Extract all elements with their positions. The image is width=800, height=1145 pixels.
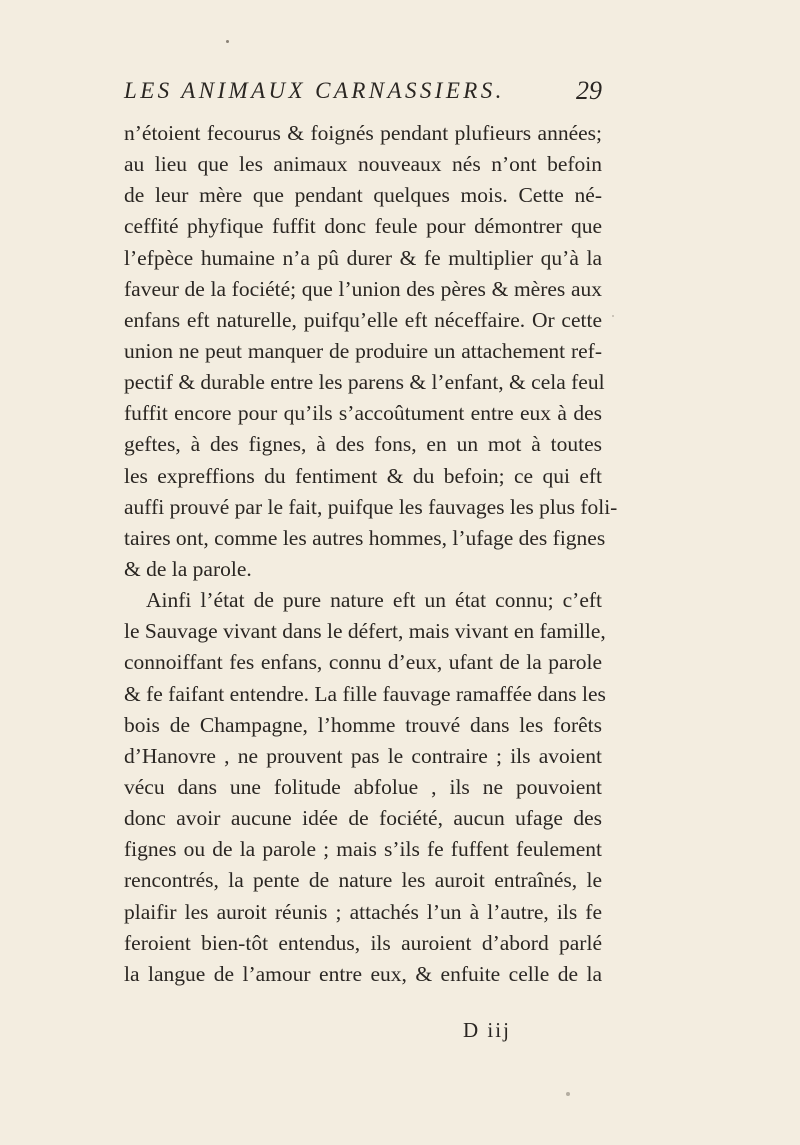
- text-line: taires ont, comme les autres hommes, l’ufage des fignes: [124, 525, 606, 550]
- text-line: les expreffions du fentiment & du befoin; ce qui eft: [124, 463, 602, 488]
- text-line: & de la parole.: [124, 556, 252, 581]
- text-line: fuffit encore pour qu’ils s’accoûtument entre eux à des: [124, 401, 602, 426]
- text-line: au lieu que les animaux nouveaux nés n’ont befoin: [124, 152, 602, 177]
- text-line: le Sauvage vivant dans le défert, mais vivant en famille,: [124, 619, 606, 644]
- text-line: faveur de la fociété; que l’union des pères & mères aux: [124, 276, 602, 301]
- text-line: & fe faifant entendre. La fille fauvage ramaffée dans les: [124, 681, 606, 706]
- text-line: enfans eft naturelle, puifqu’elle eft néceffaire. Or cette: [124, 307, 602, 332]
- text-line: pectif & durable entre les parens & l’enfant, & cela feul: [124, 370, 605, 395]
- signature-mark: D iij: [463, 1018, 511, 1042]
- text-line: la langue de l’amour entre eux, & enfuite celle de la: [124, 961, 602, 986]
- text-line: connoiffant fes enfans, connu d’eux, ufant de la parole: [124, 650, 602, 675]
- text-line: union ne peut manquer de produire un attachement ref-: [124, 338, 602, 363]
- text-line: l’efpèce humaine n’a pû durer & fe multiplier qu’à la: [124, 245, 602, 270]
- text-line: ceffité phyfique fuffit donc feule pour démontrer que: [124, 214, 602, 239]
- text-line: auffi prouvé par le fait, puifque les fauvages les plus foli-: [124, 494, 618, 519]
- body-text: [124, 118, 618, 990]
- page-number: 29: [576, 76, 602, 105]
- text-line: d’Hanovre , ne prouvent pas le contraire ; ils avoient: [124, 743, 602, 768]
- paper-speck: [226, 40, 229, 43]
- text-line: de leur mère que pendant quelques mois. Cette né-: [124, 183, 602, 208]
- text-line: vécu dans une folitude abfolue , ils ne pouvoient: [124, 774, 602, 799]
- running-title: LES ANIMAUX CARNASSIERS.: [124, 78, 505, 103]
- text-line: fignes ou de la parole ; mais s’ils fe fuffent feulement: [124, 837, 602, 862]
- text-line: n’étoient fecourus & foignés pendant plufieurs années;: [124, 121, 602, 145]
- text-line: bois de Champagne, l’homme trouvé dans les forêts: [124, 712, 602, 737]
- paper-speck: [566, 1092, 570, 1096]
- text-line: donc avoir aucune idée de fociété, aucun ufage des: [124, 806, 602, 831]
- page-header: [124, 78, 602, 114]
- paper-speck: [612, 315, 614, 317]
- text-line: feroient bien-tôt entendus, ils auroient d’abord parlé: [124, 930, 602, 955]
- text-line: rencontrés, la pente de nature les auroit entraînés, le: [124, 868, 602, 893]
- text-line: geftes, à des fignes, à des fons, en un mot à toutes: [124, 432, 602, 457]
- text-line: Ainfi l’état de pure nature eft un état connu; c’eft: [146, 588, 602, 613]
- text-line: plaifir les auroit réunis ; attachés l’un à l’autre, ils fe: [124, 899, 602, 924]
